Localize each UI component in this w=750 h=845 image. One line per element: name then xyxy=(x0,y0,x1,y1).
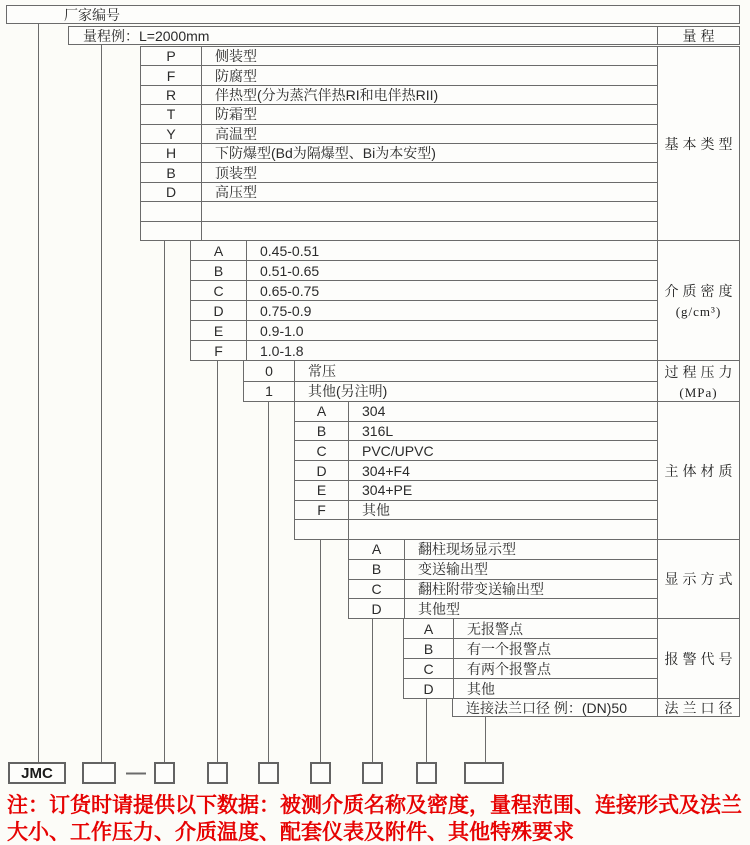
desc-cell: 304+PE xyxy=(362,482,413,499)
category-pressure: 过程压力 (MPa) xyxy=(657,360,740,402)
code-cell: E xyxy=(191,321,247,340)
code-cell: D xyxy=(141,183,202,201)
code-box-flange xyxy=(464,762,504,784)
category-display-mode: 显示方式 xyxy=(657,539,740,619)
table-row xyxy=(191,241,657,260)
desc-cell: 常压 xyxy=(308,362,336,379)
code-cell xyxy=(295,520,349,539)
density-table xyxy=(190,240,658,361)
desc-cell: 0.45-0.51 xyxy=(260,242,320,259)
category-flange-size: 法兰口径 xyxy=(657,698,740,717)
code-cell: T xyxy=(141,105,202,123)
desc-cell: 无报警点 xyxy=(467,620,523,637)
code-cell: 1 xyxy=(244,382,295,402)
model-prefix-box xyxy=(8,762,66,784)
table-row xyxy=(295,402,657,421)
code-cell: C xyxy=(404,659,454,678)
pressure-unit: (MPa) xyxy=(679,384,718,400)
desc-cell: 304 xyxy=(362,403,386,420)
connector-line-flange xyxy=(485,716,486,762)
desc-cell xyxy=(349,520,657,539)
connector-line-basic-type xyxy=(164,240,165,762)
table-row xyxy=(141,143,657,162)
table-row xyxy=(404,619,657,638)
code-cell: F xyxy=(295,501,349,520)
code-box-material xyxy=(310,762,331,784)
desc-cell: 下防爆型(Bd为隔爆型、Bi为本安型) xyxy=(215,145,436,162)
category-range: 量程 xyxy=(657,26,740,45)
table-row xyxy=(141,104,657,123)
table-row xyxy=(349,598,657,618)
category-material: 主体材质 xyxy=(657,401,740,540)
desc-cell: 侧装型 xyxy=(215,48,257,65)
connector-line-display xyxy=(372,618,373,762)
connector-line-material xyxy=(320,539,321,762)
ordering-note xyxy=(7,792,749,845)
code-cell xyxy=(141,222,202,240)
desc-cell: 0.75-0.9 xyxy=(260,302,312,319)
desc-cell: 1.0-1.8 xyxy=(260,342,304,359)
desc-cell: 304+F4 xyxy=(362,462,410,479)
table-row xyxy=(141,65,657,84)
code-cell: A xyxy=(191,241,247,260)
table-row xyxy=(191,280,657,300)
code-cell: Y xyxy=(141,125,202,143)
desc-cell: 高温型 xyxy=(215,125,257,142)
code-cell: C xyxy=(191,281,247,300)
density-unit: (g/cm³) xyxy=(675,304,722,319)
code-cell: C xyxy=(349,580,405,599)
category-alarm-code: 报警代号 xyxy=(657,618,740,699)
desc-cell: 0.51-0.65 xyxy=(260,262,320,279)
model-separator-dash: — xyxy=(126,761,146,784)
code-cell: D xyxy=(191,301,247,320)
code-cell: 0 xyxy=(244,361,295,381)
connector-line-density xyxy=(217,360,218,762)
table-row xyxy=(141,124,657,143)
code-box-density xyxy=(207,762,228,784)
ordering-note-line2: 大小、工作压力、介质温度、配套仪表及附件、其他特殊要求 xyxy=(7,821,574,844)
desc-cell: 其他 xyxy=(362,501,390,518)
maker-code-label: 厂家编号 xyxy=(64,6,120,23)
code-cell: F xyxy=(191,341,247,360)
code-cell: B xyxy=(349,560,405,579)
connector-line-maker xyxy=(38,23,39,762)
code-cell: F xyxy=(141,66,202,84)
table-row xyxy=(141,182,657,201)
basic-type-table xyxy=(140,46,658,241)
code-cell: B xyxy=(141,163,202,181)
code-cell: A xyxy=(349,540,405,559)
table-row xyxy=(191,300,657,320)
code-cell xyxy=(141,202,202,220)
desc-cell: 高压型 xyxy=(215,184,257,201)
code-cell: C xyxy=(295,441,349,460)
table-row xyxy=(141,162,657,181)
code-box-display xyxy=(362,762,383,784)
code-box-pressure xyxy=(258,762,279,784)
table-row-empty xyxy=(141,221,657,240)
desc-cell: 其他型 xyxy=(418,600,460,617)
category-basic-type: 基本类型 xyxy=(657,46,740,241)
table-row xyxy=(295,500,657,520)
desc-cell: 有两个报警点 xyxy=(467,660,551,677)
connector-line-alarm xyxy=(426,698,427,762)
desc-cell: PVC/UPVC xyxy=(362,442,434,459)
table-row xyxy=(404,638,657,658)
code-cell: D xyxy=(349,599,405,618)
desc-cell: 防霜型 xyxy=(215,106,257,123)
desc-cell: 0.9-1.0 xyxy=(260,322,304,339)
code-cell: B xyxy=(404,639,454,658)
code-cell: B xyxy=(295,422,349,441)
flange-size-text: 连接法兰口径 例：(DN)50 xyxy=(466,699,628,716)
code-cell: A xyxy=(295,402,349,421)
code-box-alarm xyxy=(416,762,437,784)
table-row xyxy=(404,658,657,678)
table-row xyxy=(349,579,657,599)
desc-cell: 变送输出型 xyxy=(418,561,488,578)
desc-cell: 防腐型 xyxy=(215,67,257,84)
flange-size-row xyxy=(452,698,658,717)
desc-cell: 0.65-0.75 xyxy=(260,282,320,299)
table-row xyxy=(191,260,657,280)
desc-cell: 有一个报警点 xyxy=(467,640,551,657)
range-row xyxy=(68,26,740,45)
code-cell: D xyxy=(404,679,454,698)
connector-line-range xyxy=(101,44,102,762)
table-row xyxy=(349,559,657,579)
table-row xyxy=(295,480,657,500)
table-row xyxy=(141,85,657,104)
code-box-basic-type xyxy=(154,762,175,784)
table-row xyxy=(244,361,657,381)
table-row xyxy=(295,460,657,480)
table-row xyxy=(191,320,657,340)
connector-line-pressure xyxy=(268,402,269,762)
desc-cell: 翻柱现场显示型 xyxy=(418,541,516,558)
ordering-note-line1: 注：订货时请提供以下数据：被测介质名称及密度，量程范围、连接形式及法兰 xyxy=(7,794,742,817)
desc-cell: 316L xyxy=(362,423,394,440)
table-row xyxy=(404,678,657,698)
table-row xyxy=(349,540,657,559)
maker-code-row xyxy=(6,5,740,24)
desc-cell: 翻柱附带变送输出型 xyxy=(418,580,544,597)
alarm-code-table xyxy=(403,618,658,699)
category-density: 介质密度 (g/cm³) xyxy=(657,240,740,361)
desc-cell: 其他 xyxy=(467,680,495,697)
code-cell: R xyxy=(141,86,202,104)
table-row-empty xyxy=(141,201,657,220)
code-cell: B xyxy=(191,261,247,280)
code-cell: H xyxy=(141,144,202,162)
desc-cell xyxy=(202,222,657,240)
table-row xyxy=(141,47,657,65)
table-row xyxy=(295,440,657,460)
code-cell: P xyxy=(141,47,202,65)
desc-cell: 其他(另注明) xyxy=(308,383,388,400)
desc-cell: 伴热型(分为蒸汽伴热RI和电伴热RII) xyxy=(215,87,439,104)
table-row xyxy=(295,421,657,441)
desc-cell: 顶装型 xyxy=(215,164,257,181)
code-box-range xyxy=(82,762,116,784)
display-mode-table xyxy=(348,539,658,619)
table-row xyxy=(191,340,657,360)
model-prefix: JMC xyxy=(21,764,53,782)
table-row xyxy=(244,381,657,402)
range-example-text: 量程例：L=2000mm xyxy=(83,27,210,44)
desc-cell xyxy=(202,202,657,220)
material-table xyxy=(294,401,658,540)
table-row-empty xyxy=(295,519,657,539)
code-cell: E xyxy=(295,481,349,500)
code-cell: A xyxy=(404,619,454,638)
code-cell: D xyxy=(295,461,349,480)
pressure-table xyxy=(243,360,658,402)
